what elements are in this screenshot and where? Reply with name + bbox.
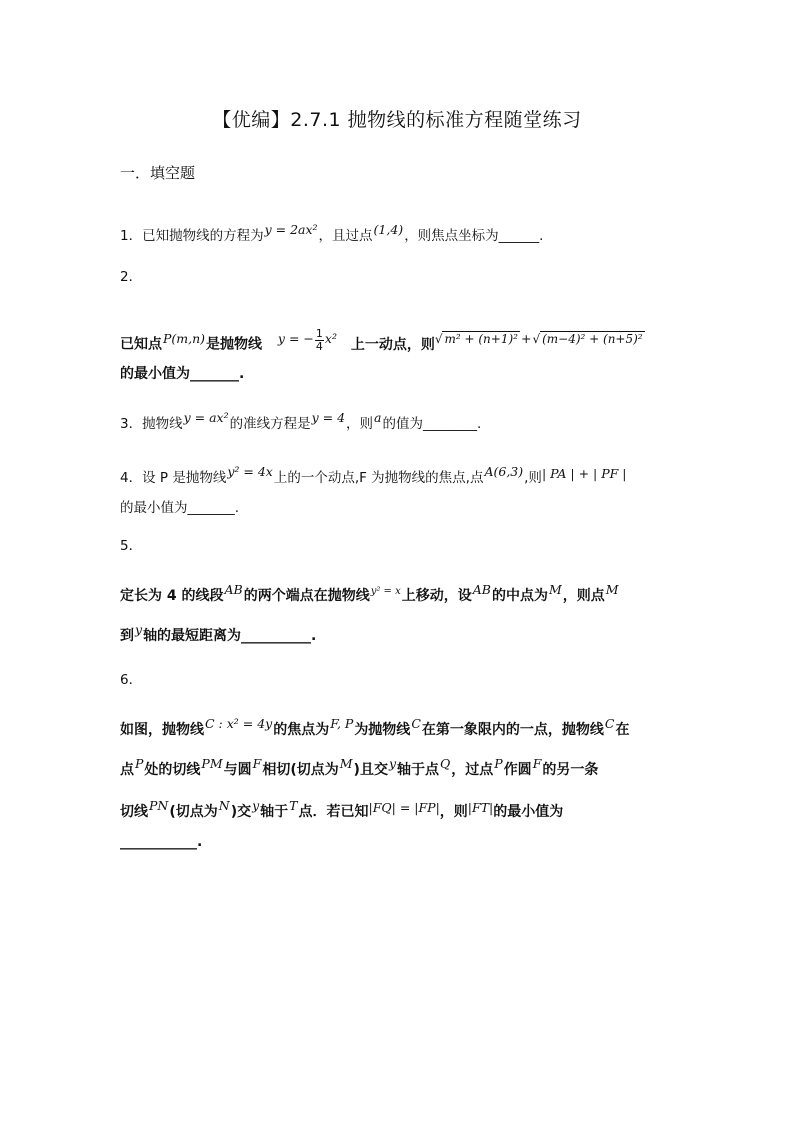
q6-text-a3: 为抛物线	[354, 722, 411, 738]
q6-math-pm: PM	[201, 756, 223, 771]
q6-math-c: C	[411, 716, 421, 731]
q2-text-1: 已知点	[120, 336, 162, 353]
q6-math-p: P	[135, 756, 144, 771]
q4-text-1: 设 P 是抛物线	[142, 470, 227, 486]
q6-math-m: M	[339, 756, 353, 771]
q3-math-a: a	[374, 410, 382, 425]
q4-math-sum: | PA | + | PF |	[541, 466, 627, 481]
q2-number: 2．	[120, 269, 143, 285]
q6-text-b2: 处的切线	[144, 762, 201, 778]
q4-number: 4．	[120, 470, 143, 486]
q3-text-3: ，则	[346, 416, 374, 432]
q6-text-b8: 作圆	[503, 762, 532, 778]
q6-text-c4: 轴于	[260, 804, 289, 820]
q4-math-parabola: y² = 4x	[227, 464, 273, 479]
q6-text-b5: )且交	[353, 762, 388, 778]
question-1	[120, 222, 544, 246]
section-heading: 一．填空题	[120, 164, 196, 182]
q6-text-c1: 切线	[120, 804, 148, 820]
q6-text-a2: 的焦点为	[273, 722, 330, 738]
q6-math-n: N	[218, 798, 230, 813]
question-4-line-2: 的最小值为_______.	[120, 500, 240, 516]
q2-plus: +	[520, 330, 532, 346]
question-5-line-1	[120, 582, 620, 608]
q3-number: 3．	[120, 416, 143, 432]
q2-text-2: 是抛物线	[206, 336, 263, 353]
q1-text-3: ，则焦点坐标为______.	[404, 228, 544, 244]
q6-text-c5: 点．若已知	[298, 804, 369, 820]
q1-math-equation: y = 2ax²	[264, 222, 318, 237]
question-6-line-1	[120, 716, 630, 740]
q3-math-equation: y = ax²	[183, 410, 229, 425]
q6-math-y: y	[388, 756, 397, 771]
q6-text-b3: 与圆	[223, 762, 252, 778]
q6-math-pn: PN	[149, 798, 169, 813]
q3-text-1: 抛物线	[142, 416, 183, 432]
question-2-line-2: 的最小值为_______.	[120, 366, 245, 382]
q6-math-fq-fp: |FQ| = |FP|	[368, 800, 440, 815]
q6-math-ft: |FT|	[467, 800, 494, 815]
page-title: 【优编】2.7.1 抛物线的标准方程随堂练习	[212, 109, 582, 131]
q5-text-3: 上移动，设	[401, 588, 472, 604]
q4-text-2: 上的一个动点,F 为抛物线的焦点,点	[273, 470, 484, 486]
q2-fraction	[315, 328, 324, 353]
q5-text-2: 的两个端点在抛物线	[243, 588, 370, 604]
q2-parabola-x: x²	[324, 330, 337, 346]
q6-math-f: F	[252, 756, 262, 771]
q2-text-3: 上一动点，则	[350, 336, 435, 353]
q6-text-c6: ，则	[439, 804, 468, 820]
q2-sqrt-1: √ m² + (n+1)²	[434, 331, 518, 346]
q5-text-1: 定长为 4 的线段	[120, 588, 224, 604]
q6-text-c3: )交	[230, 804, 252, 820]
q6-text-b1: 点	[120, 762, 134, 778]
q6-text-c2: (切点为	[169, 804, 218, 820]
q2-math-point: P(m,n)	[163, 330, 206, 346]
q6-math-f-2: F	[532, 756, 542, 771]
q1-text-1: 已知抛物线的方程为	[142, 228, 264, 244]
q6-text-b4: 相切(切点为	[262, 762, 339, 778]
q6-math-t: T	[289, 798, 298, 813]
q6-text-a1: 如图，抛物线	[120, 722, 204, 738]
question-5-line-2	[120, 622, 317, 646]
q6-math-q: Q	[440, 756, 451, 771]
q5-math-m-2: M	[605, 582, 619, 597]
question-6-number: 6．	[120, 672, 143, 688]
q2-fraction-denominator: 4	[315, 340, 323, 353]
q2-math-parabola	[277, 327, 338, 357]
question-4-line-1	[120, 464, 627, 488]
q6-math-fp: F, P	[330, 716, 354, 731]
q5-math-parabola: y² = x	[370, 586, 401, 597]
question-6-line-3	[120, 798, 564, 822]
question-6-line-2	[120, 756, 599, 780]
q6-text-b6: 轴于点	[397, 762, 440, 778]
q5-text-6: 到	[120, 628, 134, 644]
question-3	[120, 410, 482, 434]
question-2-line-1	[120, 327, 645, 357]
question-6-line-4: ___________.	[120, 834, 203, 850]
q3-text-4: 的值为________.	[382, 416, 482, 432]
q6-text-b9: 的另一条	[542, 762, 599, 778]
q2-parabola-lhs: y = −	[277, 330, 314, 346]
q6-math-p-2: P	[494, 756, 503, 771]
q6-text-a5: 在	[615, 722, 630, 738]
q1-text-2: ，且过点	[318, 228, 373, 244]
q2-fraction-numerator: 1	[315, 327, 323, 340]
q5-math-y: y	[135, 622, 143, 637]
q1-number: 1．	[120, 228, 143, 244]
q3-math-directrix: y = 4	[311, 410, 346, 425]
q1-math-point: (1,4)	[373, 222, 404, 237]
q2-sqrt-2-radicand: (m−4)² + (n+5)²	[542, 331, 643, 346]
q6-math-parabola: C : x² = 4y	[205, 716, 273, 731]
q5-math-m: M	[548, 582, 562, 597]
q5-math-ab: AB	[224, 582, 243, 597]
q5-text-5: ，则点	[562, 588, 605, 604]
q5-text-7: 轴的最短距离为__________.	[143, 628, 317, 644]
q6-math-c-2: C	[604, 716, 615, 731]
q4-text-3: ,则	[524, 470, 542, 486]
q6-text-b7: ，过点	[451, 762, 494, 778]
q2-sqrt-1-radicand: m² + (n+1)²	[444, 331, 518, 346]
q5-math-ab-2: AB	[472, 582, 491, 597]
question-5-number: 5．	[120, 538, 143, 554]
q5-text-4: 的中点为	[491, 588, 548, 604]
q3-text-2: 的准线方程是	[229, 416, 311, 432]
q2-sqrt-2: √ (m−4)² + (n+5)²	[532, 331, 643, 346]
question-2-number	[120, 267, 142, 287]
q6-text-c7: 的最小值为	[493, 804, 564, 820]
q6-math-y-2: y	[252, 798, 260, 813]
q6-text-a4: 在第一象限内的一点，抛物线	[421, 722, 604, 738]
q4-math-point: A(6,3)	[484, 464, 524, 479]
